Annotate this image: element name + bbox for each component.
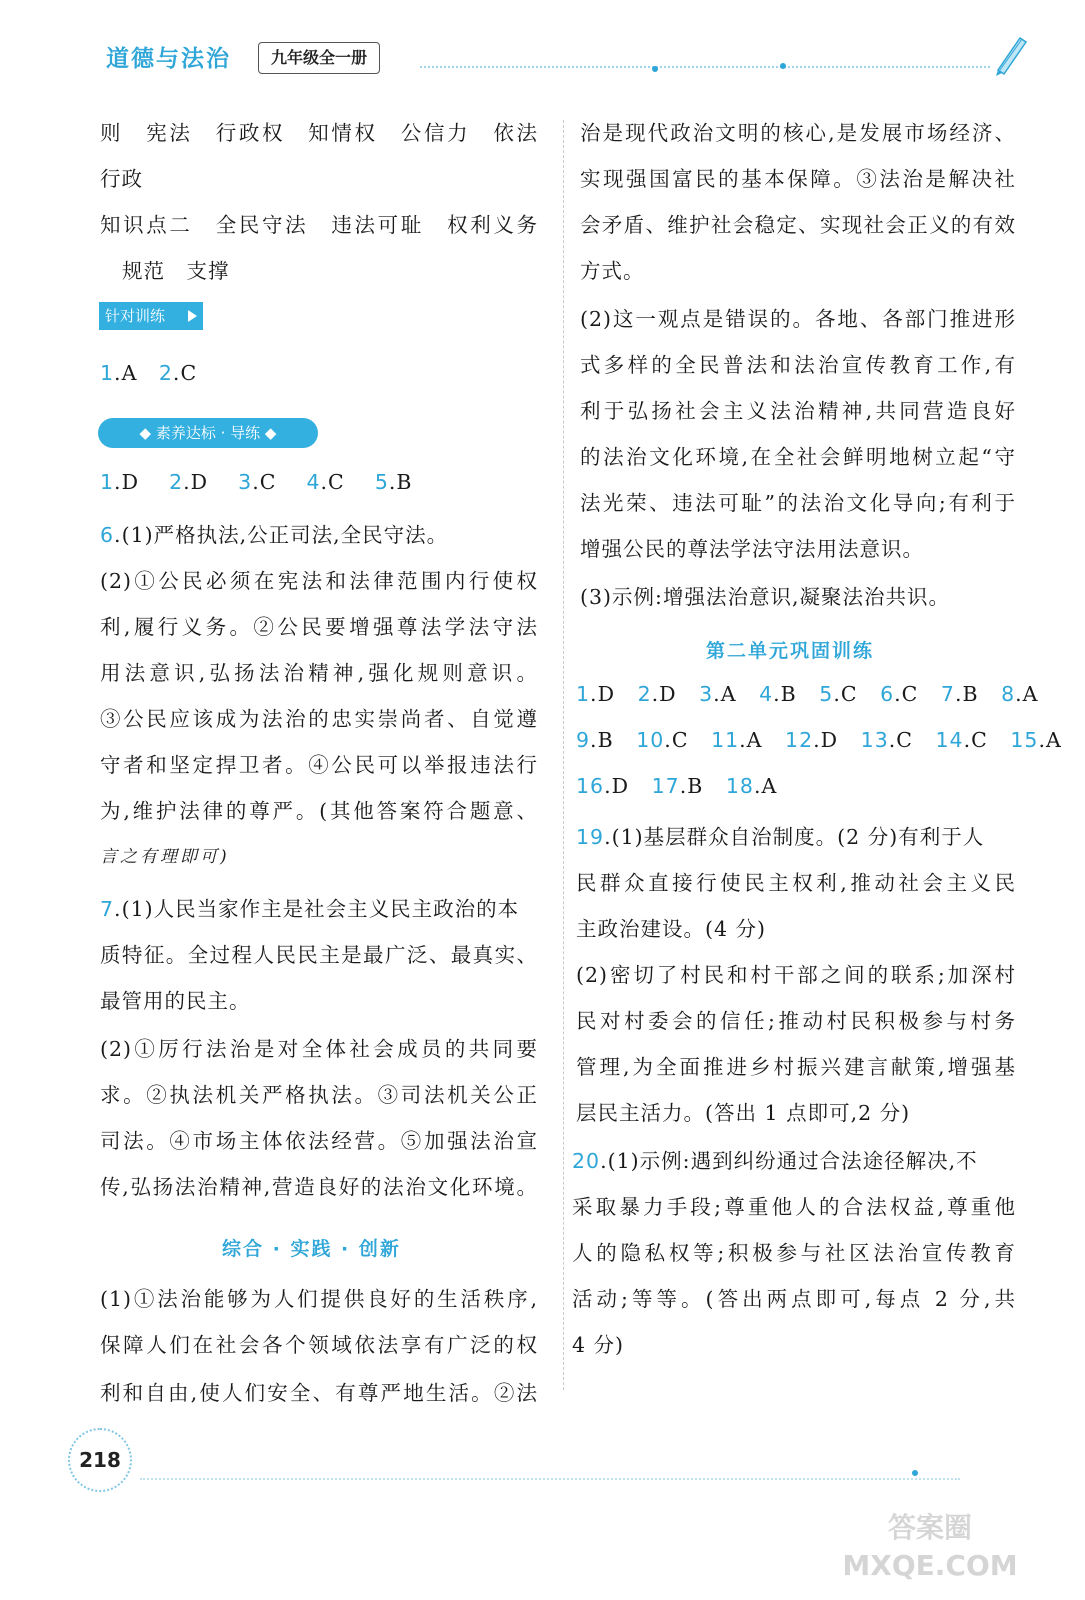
- answer-text: .D: [114, 470, 139, 494]
- text-line: 利于弘扬社会主义法治精神,共同营造良好: [580, 399, 1016, 423]
- answer-line: [576, 728, 1062, 752]
- text-line: 方式。: [580, 259, 645, 283]
- question-number: 11: [711, 728, 740, 752]
- question-number: 18: [725, 774, 754, 798]
- text-line: 19.(1)基层群众自治制度。(2 分)有利于人: [576, 825, 985, 849]
- book-label: 九年级全一册: [258, 42, 380, 74]
- text-line: 利,履行义务。②公民要增强尊法学法守法: [100, 615, 538, 639]
- text-line: 规范 支撑: [122, 259, 230, 283]
- text-line: 民群众直接行使民主权利,推动社会主义民: [576, 871, 1016, 895]
- text-line: 利和自由,使人们安全、有尊严地生活。②法: [100, 1381, 538, 1405]
- answer-text: .D: [651, 682, 677, 706]
- watermark-cn: 答案圈: [887, 1511, 973, 1544]
- answer-text: .A: [1015, 682, 1039, 706]
- answer-text: .C: [833, 682, 858, 706]
- text-line: 增强公民的尊法学法守法用法意识。: [580, 537, 924, 561]
- answer-text: .C: [963, 728, 988, 752]
- answer-text: (1)示例:遇到纠纷通过合法途径解决,不: [607, 1149, 978, 1173]
- play-arrow-icon: [188, 310, 197, 322]
- header-divider: [420, 66, 990, 68]
- answer-text: (1)基层群众自治制度。(2 分)有利于人: [611, 825, 985, 849]
- answer-text: .D: [813, 728, 839, 752]
- answer-text: .C: [888, 728, 913, 752]
- answer-text: .D: [590, 682, 615, 706]
- text-line: 4 分): [572, 1333, 625, 1357]
- text-line: 活动;等等。(答出两点即可,每点 2 分,共: [572, 1287, 1016, 1311]
- text-line: 传,弘扬法治精神,营造良好的法治文化环境。: [100, 1175, 538, 1199]
- answer-text: .C: [320, 470, 345, 494]
- text-line: 则 宪法 行政权 知情权 公信力 依法: [100, 121, 538, 145]
- text-line: 采取暴力手段;尊重他人的合法权益,尊重他: [572, 1195, 1016, 1219]
- text-line: (3)示例:增强法治意识,凝聚法治共识。: [580, 585, 950, 609]
- text-line: 守者和坚定捍卫者。④公民可以举报违法行: [100, 753, 538, 777]
- answer-text: (1)人民当家作主是社会主义民主政治的本: [121, 897, 520, 921]
- question-number: 8: [1001, 682, 1016, 706]
- watermark-text: MXQE.COM: [842, 1549, 1018, 1582]
- text-line: 保障人们在社会各个领域依法享有广泛的权: [100, 1333, 538, 1357]
- text-line: 用法意识,弘扬法治精神,强化规则意识。: [100, 661, 538, 685]
- answer-text: .A: [114, 361, 159, 385]
- text-line: 法光荣、违法可耻”的法治文化导向;有利于: [580, 491, 1016, 515]
- question-number: 1: [100, 470, 115, 494]
- answer-text: .A: [1038, 728, 1062, 752]
- text-line: 治是现代政治文明的核心,是发展市场经济、: [580, 121, 1016, 145]
- question-number: 14: [935, 728, 964, 752]
- text-line: 实现强国富民的基本保障。③法治是解决社: [580, 167, 1016, 191]
- training-tag-label: 针对训练: [105, 307, 166, 325]
- question-number: 20: [572, 1149, 601, 1173]
- text-line: 为,维护法律的尊严。(其他答案符合题意、: [100, 799, 538, 823]
- question-number: 19: [576, 825, 605, 849]
- text-line: 最管用的民主。: [100, 989, 251, 1013]
- answer-text: .A: [739, 728, 763, 752]
- training-tag: [99, 302, 203, 330]
- section-heading: 第二单元巩固训练: [706, 640, 875, 662]
- question-number: 9: [576, 728, 591, 752]
- answer-line: [100, 356, 197, 386]
- answer-text: .B: [679, 774, 704, 798]
- text-line: 式多样的全民普法和法治宣传教育工作,有: [580, 353, 1016, 377]
- header-dot: [780, 63, 786, 69]
- question-number: 4: [759, 682, 774, 706]
- answer-text: .C: [894, 682, 919, 706]
- subject-title: 道德与法治: [106, 46, 231, 72]
- answer-line: [100, 470, 412, 494]
- page-number: 218: [68, 1428, 132, 1492]
- question-number: 5: [819, 682, 834, 706]
- column-divider: [563, 120, 564, 1390]
- text-line: 会矛盾、维护社会稳定、实现社会正义的有效: [580, 213, 1016, 237]
- text-line: (2)密切了村民和村干部之间的联系;加深村: [576, 963, 1016, 987]
- question-number: 6: [880, 682, 895, 706]
- answer-text: (1)严格执法,公正司法,全民守法。: [121, 523, 449, 547]
- text-line: 司法。④市场主体依法经营。⑤加强法治宣: [100, 1129, 538, 1153]
- quality-tag: ◆ 素养达标 · 导练 ◆: [98, 418, 318, 448]
- text-line: 主政治建设。(4 分): [576, 917, 767, 941]
- text-line: (2)①厉行法治是对全体社会成员的共同要: [100, 1037, 538, 1061]
- text-line: (1)①法治能够为人们提供良好的生活秩序,: [100, 1287, 538, 1311]
- text-line: (2)①公民必须在宪法和法律范围内行使权: [100, 569, 538, 593]
- text-line: 6.(1)严格执法,公正司法,全民守法。: [100, 523, 449, 547]
- text-line: 7.(1)人民当家作主是社会主义民主政治的本: [100, 897, 520, 921]
- question-number: 7: [100, 897, 115, 921]
- text-line: 民对村委会的信任;推动村民积极参与村务: [576, 1009, 1016, 1033]
- text-line: 20.(1)示例:遇到纠纷通过合法途径解决,不: [572, 1149, 978, 1173]
- text-line: 质特征。全过程人民民主是最广泛、最真实、: [100, 943, 538, 967]
- text-line: 行政: [100, 167, 143, 191]
- answer-line: [576, 682, 1038, 706]
- text-line: 求。②执法机关严格执法。③司法机关公正: [100, 1083, 538, 1107]
- answer-text: .B: [773, 682, 797, 706]
- watermark-logo: [830, 1505, 1030, 1585]
- footer-dot: [912, 1470, 918, 1476]
- question-number: 15: [1010, 728, 1039, 752]
- question-number: 12: [785, 728, 814, 752]
- question-number: 3: [699, 682, 714, 706]
- question-number: 2: [158, 361, 173, 385]
- answer-text: .B: [388, 470, 413, 494]
- text-line: 知识点二 全民守法 违法可耻 权利义务: [100, 213, 538, 237]
- text-line: 管理,为全面推进乡村振兴建言献策,增强基: [576, 1055, 1016, 1079]
- question-number: 6: [100, 523, 115, 547]
- text-line: (2)这一观点是错误的。各地、各部门推进形: [580, 307, 1016, 331]
- question-number: 7: [940, 682, 955, 706]
- question-number: 13: [860, 728, 889, 752]
- question-number: 2: [169, 470, 184, 494]
- answer-text: .A: [713, 682, 737, 706]
- text-line: ③公民应该成为法治的忠实崇尚者、自觉遵: [100, 707, 538, 731]
- answer-text: .C: [172, 361, 198, 385]
- section-heading: 综合 · 实践 · 创新: [222, 1238, 401, 1260]
- header-dot: [652, 66, 658, 72]
- question-number: 3: [238, 470, 253, 494]
- question-number: 16: [576, 774, 605, 798]
- answer-text: .C: [252, 470, 277, 494]
- question-number: 2: [637, 682, 652, 706]
- answer-text: .A: [753, 774, 778, 798]
- text-line: 人的隐私权等;积极参与社区法治宣传教育: [572, 1241, 1016, 1265]
- answer-text: .C: [664, 728, 689, 752]
- question-number: 17: [651, 774, 680, 798]
- question-number: 1: [100, 361, 115, 385]
- question-number: 4: [306, 470, 321, 494]
- text-line: 的法治文化环境,在全社会鲜明地树立起“守: [580, 445, 1016, 469]
- answer-text: .B: [590, 728, 614, 752]
- answer-text: .B: [954, 682, 979, 706]
- answer-text: .D: [183, 470, 209, 494]
- question-number: 5: [374, 470, 389, 494]
- pen-icon: [990, 30, 1030, 76]
- question-number: 10: [636, 728, 665, 752]
- answer-line: [576, 774, 777, 798]
- answer-text: .D: [604, 774, 630, 798]
- text-line: 层民主活力。(答出 1 点即可,2 分): [576, 1101, 911, 1125]
- text-line: 言之有理即可): [100, 847, 230, 867]
- question-number: 1: [576, 682, 591, 706]
- footer-divider: [140, 1478, 960, 1480]
